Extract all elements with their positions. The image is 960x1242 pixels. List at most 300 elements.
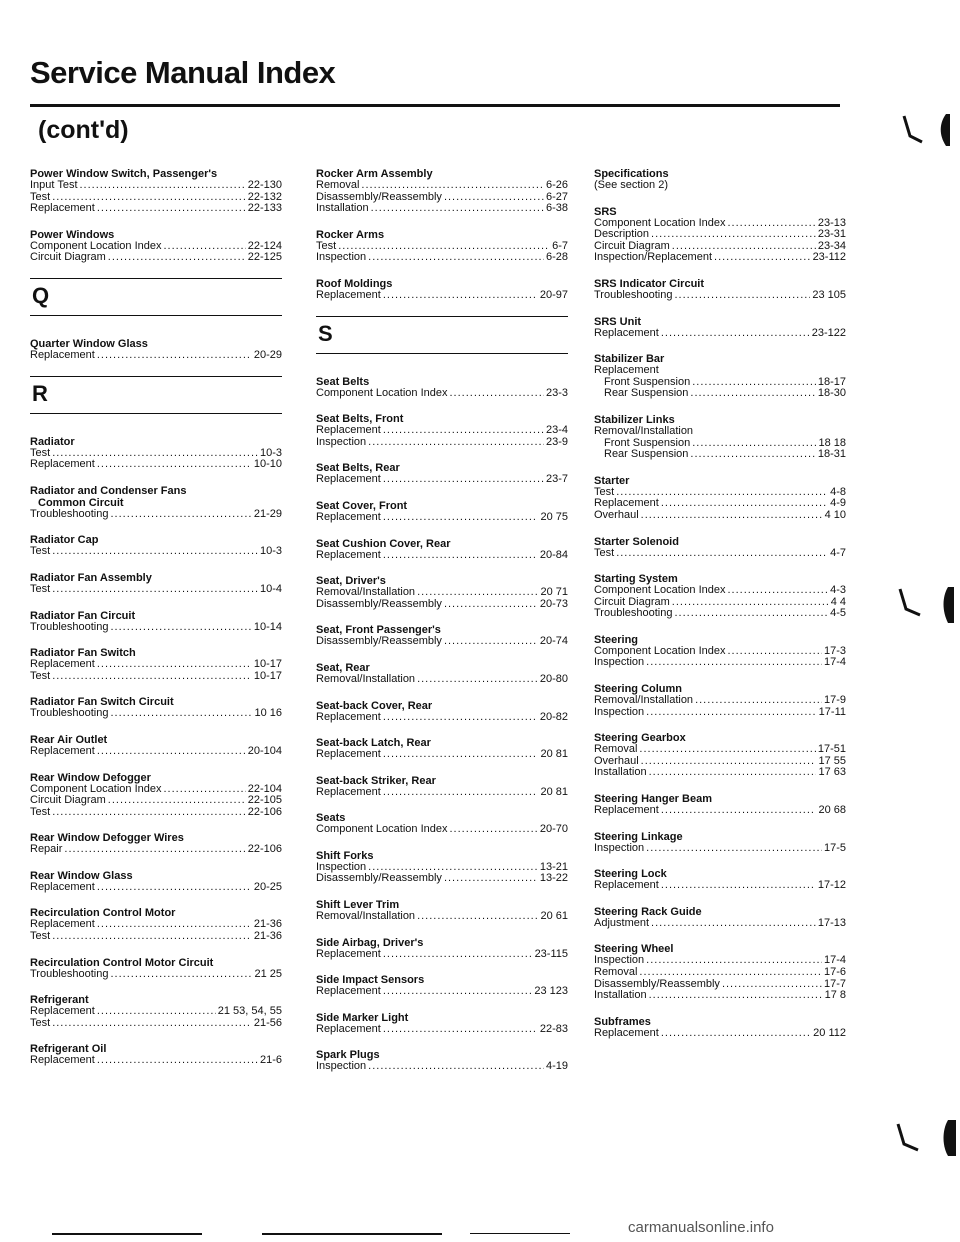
leader-dots (52, 931, 252, 943)
leader-dots (97, 919, 252, 931)
item-label: Test (30, 446, 51, 459)
page-number: 4-3 (830, 584, 846, 597)
entry-heading: Quarter Window Glass (30, 337, 148, 350)
entry-item (30, 1055, 282, 1067)
leader-dots (444, 599, 538, 611)
entry-item (316, 712, 568, 724)
item-label: Replacement (316, 424, 381, 437)
item-label: Troubleshooting (30, 507, 109, 520)
item-label: Disassembly/Reassembly (316, 190, 442, 203)
index-entry (594, 793, 846, 817)
index-entry (30, 338, 282, 362)
item-label: Replacement (316, 288, 381, 301)
entry-heading: Side Marker Light (316, 1011, 409, 1024)
entry-item (30, 622, 282, 634)
leader-dots (616, 548, 828, 560)
page-number: 23 123 (534, 985, 568, 998)
entry-item (594, 252, 846, 264)
leader-dots (383, 749, 539, 761)
leader-dots (110, 509, 251, 521)
entry-item (316, 749, 568, 761)
item-label: Inspection (594, 954, 645, 967)
page-number: 4-19 (545, 1060, 568, 1073)
entry-item (316, 824, 568, 836)
page-number: 17-6 (823, 966, 846, 978)
entry-heading: Specifications (594, 168, 669, 180)
entry-item (30, 350, 282, 362)
leader-dots (661, 880, 816, 892)
item-label: Inspection (316, 435, 367, 448)
footer-rule (52, 1233, 202, 1235)
item-label: Replacement (316, 510, 381, 523)
entry-heading: Stabilizer Bar (594, 353, 665, 366)
page-number: 17-12 (817, 879, 846, 892)
item-label: Replacement (316, 710, 381, 723)
entry-heading: Seat-back Striker, Rear (316, 774, 436, 787)
entry-item (30, 509, 282, 521)
page-number: 10-4 (259, 582, 282, 595)
entry-heading: Shift Lever Trim (316, 899, 400, 912)
page-number: 22-104 (247, 782, 282, 795)
item-label: Replacement (594, 364, 659, 377)
index-column-2 (316, 168, 568, 1087)
item-label: Component Location Index (594, 644, 726, 657)
leader-dots (383, 712, 538, 724)
entry-heading: Side Airbag, Driver's (316, 936, 424, 949)
page-number: 10-3 (259, 446, 282, 459)
leader-dots (727, 585, 828, 597)
entry-item (316, 290, 568, 302)
leader-dots (64, 844, 245, 856)
leader-dots (722, 979, 822, 991)
page-number: 20-70 (539, 823, 568, 836)
leader-dots (651, 229, 816, 241)
entry-item (30, 546, 282, 558)
page-number: 17-13 (817, 916, 846, 929)
leader-dots (338, 241, 550, 253)
page-number: 6-38 (545, 202, 568, 215)
index-entry (594, 831, 846, 855)
leader-dots (727, 218, 815, 230)
item-label: Installation (594, 766, 647, 779)
item-label: Inspection (594, 705, 645, 718)
index-entry (316, 624, 568, 648)
entry-item (594, 328, 846, 340)
item-label: Replacement (30, 1054, 95, 1067)
leader-dots (383, 787, 539, 799)
item-label: Inspection (316, 1060, 367, 1073)
item-label: Circuit Diagram (30, 794, 106, 807)
entry-heading: Steering Gearbox (594, 732, 686, 745)
index-entry (594, 906, 846, 930)
leader-dots (383, 290, 538, 302)
item-label: Disassembly/Reassembly (594, 977, 720, 990)
entry-heading: Starting System (594, 573, 678, 586)
page-number: 20-73 (539, 597, 568, 610)
index-entry (594, 206, 846, 264)
page-number: 17-4 (823, 954, 846, 967)
leader-dots (641, 756, 817, 768)
item-label: Removal/Installation (316, 586, 416, 599)
leader-dots (368, 252, 544, 264)
item-label: Circuit Diagram (594, 239, 670, 252)
leader-dots (368, 437, 544, 449)
leader-dots (383, 949, 533, 961)
entry-item (594, 180, 846, 192)
entry-heading: Seat-back Latch, Rear (316, 737, 431, 750)
index-entry (316, 662, 568, 686)
page-number: 17-7 (823, 977, 846, 990)
item-label: Removal (594, 743, 638, 756)
item-label: Overhaul (594, 754, 639, 767)
leader-dots (449, 824, 537, 836)
item-label: Replacement (316, 748, 381, 761)
entry-heading: Steering Linkage (594, 830, 683, 843)
index-entry (30, 870, 282, 894)
leader-dots (417, 587, 538, 599)
index-entry (316, 700, 568, 724)
entry-item (316, 550, 568, 562)
index-entry (30, 957, 282, 981)
item-label: Replacement (30, 458, 95, 471)
entry-heading: Refrigerant Oil (30, 1043, 107, 1056)
item-label: Component Location Index (30, 782, 162, 795)
index-entry (594, 732, 846, 779)
item-label: Replacement (30, 918, 95, 931)
item-label: Rear Suspension (604, 448, 689, 461)
footer-rule (262, 1233, 442, 1235)
footer-rule (470, 1233, 570, 1234)
entry-item (594, 365, 846, 377)
entry-item (316, 599, 568, 611)
entry-item (30, 844, 282, 856)
page-number: 22-132 (247, 190, 282, 203)
item-label: Removal (594, 966, 638, 978)
page-number: 20-82 (539, 710, 568, 723)
entry-heading: Common Circuit (38, 496, 124, 509)
index-entry (316, 500, 568, 524)
index-entry (30, 734, 282, 758)
leader-dots (383, 986, 533, 998)
section-divider (316, 316, 568, 354)
page-number: 20 112 (813, 1026, 846, 1039)
entry-item (316, 949, 568, 961)
item-label: Disassembly/Reassembly (316, 635, 442, 648)
entry-item (30, 746, 282, 758)
entry-item (594, 657, 846, 669)
leader-dots (163, 241, 245, 253)
entry-heading: Seat, Rear (316, 661, 370, 674)
page-number: 10-17 (253, 658, 282, 671)
page-number: 22-83 (539, 1022, 568, 1035)
leader-dots (110, 969, 252, 981)
page-number: 10-10 (253, 458, 282, 471)
entry-item (594, 707, 846, 719)
leader-dots (649, 990, 823, 1002)
entry-item (316, 437, 568, 449)
item-label: Replacement (316, 985, 381, 998)
entry-item (316, 911, 568, 923)
item-label: Troubleshooting (30, 707, 109, 720)
entry-heading: Steering (594, 633, 639, 646)
entry-item (30, 252, 282, 264)
index-entry (594, 475, 846, 522)
page-number: 23-7 (545, 473, 568, 486)
page-number: 17 63 (818, 766, 846, 779)
entry-item (30, 671, 282, 683)
item-label: Test (30, 1016, 51, 1029)
leader-dots (646, 955, 822, 967)
entry-heading: Seat Belts (316, 375, 370, 388)
index-entry (594, 316, 846, 340)
page-number: 17-4 (823, 656, 846, 669)
leader-dots (52, 584, 258, 596)
index-entry (30, 485, 282, 521)
leader-dots (110, 622, 251, 634)
page-number: 10-3 (259, 545, 282, 558)
index-entry (316, 413, 568, 448)
leader-dots (727, 646, 821, 658)
entry-heading: Seat Belts, Rear (316, 462, 400, 475)
page-number: 4-8 (830, 485, 846, 498)
item-label: Disassembly/Reassembly (316, 872, 442, 885)
page-number: 23-115 (534, 947, 568, 960)
leader-dots (52, 1018, 252, 1030)
index-entry (316, 278, 568, 302)
entry-item (594, 449, 846, 461)
page-number: 10-17 (253, 669, 282, 682)
item-label: Test (30, 805, 51, 818)
item-label: Test (594, 546, 615, 559)
item-label: Removal/Installation (594, 694, 694, 707)
entry-item (316, 587, 568, 599)
index-entry (30, 1043, 282, 1067)
entry-heading: Seat, Front Passenger's (316, 624, 441, 637)
entry-item (30, 708, 282, 720)
leader-dots (674, 290, 810, 302)
entry-heading: SRS Indicator Circuit (594, 277, 705, 290)
page-number: 4-9 (830, 497, 846, 510)
item-label: Replacement (316, 1022, 381, 1035)
section-divider (30, 278, 282, 316)
entry-item (30, 931, 282, 943)
entry-item (30, 459, 282, 471)
item-label: Component Location Index (316, 823, 448, 836)
entry-heading: Steering Hanger Beam (594, 793, 712, 806)
entry-heading: Stabilizer Links (594, 413, 675, 426)
entry-heading: Seat, Driver's (316, 575, 386, 588)
index-entry (594, 943, 846, 1001)
leader-dots (97, 1055, 258, 1067)
page-number: 6-27 (545, 190, 568, 203)
entry-item (316, 1061, 568, 1073)
item-label: Component Location Index (594, 584, 726, 597)
item-label: Test (30, 582, 51, 595)
page-number: 4 4 (830, 595, 846, 608)
leader-dots (692, 438, 816, 450)
entry-item (594, 990, 846, 1002)
page-number: 20 75 (540, 510, 568, 523)
entry-item (594, 767, 846, 779)
entry-heading: SRS (594, 205, 617, 218)
page-number: 22-106 (247, 843, 282, 856)
entry-item (594, 426, 846, 438)
page-number: 23-31 (817, 228, 846, 241)
item-label: Installation (316, 202, 369, 215)
index-entry (30, 696, 282, 720)
entry-heading: Starter Solenoid (594, 535, 679, 548)
entry-heading: SRS Unit (594, 315, 642, 328)
entry-heading: Side Impact Sensors (316, 974, 425, 987)
page-number: 6-26 (545, 179, 568, 191)
leader-dots (417, 674, 538, 686)
page-number: 20-84 (539, 548, 568, 561)
item-label: Removal/Installation (316, 910, 416, 923)
index-entry (316, 775, 568, 799)
index-entry (316, 737, 568, 761)
entry-item (30, 659, 282, 671)
index-entry (316, 575, 568, 610)
item-label: Inspection (594, 656, 645, 669)
page-number: 13-21 (539, 860, 568, 873)
page-number: 13-22 (539, 872, 568, 885)
page-number: 10 16 (254, 707, 282, 720)
leader-dots (695, 695, 822, 707)
leader-dots (449, 388, 543, 400)
index-entry (316, 974, 568, 998)
entry-item (594, 880, 846, 892)
entry-heading: Radiator Fan Switch Circuit (30, 696, 174, 709)
leader-dots (649, 767, 817, 779)
leader-dots (97, 459, 252, 471)
page-number: 23 105 (812, 288, 846, 301)
leader-dots (52, 546, 258, 558)
page-number: 21-29 (253, 507, 282, 520)
entry-item (316, 873, 568, 885)
index-entry (30, 572, 282, 596)
item-label: Replacement (594, 326, 659, 339)
page-number: 18-31 (817, 448, 846, 461)
entry-item (594, 805, 846, 817)
entry-heading: Rear Window Defogger Wires (30, 832, 184, 845)
entry-item (30, 882, 282, 894)
entry-item (594, 1028, 846, 1040)
leader-dots (361, 180, 544, 192)
entry-heading: Rear Window Defogger (30, 771, 151, 784)
page-number: 23-9 (545, 435, 568, 448)
page-number: 10-14 (253, 620, 282, 633)
page-number: 20 81 (540, 785, 568, 798)
page-number: 20 81 (540, 748, 568, 761)
item-label: Overhaul (594, 508, 639, 521)
item-label: Replacement (594, 497, 659, 510)
leader-dots (714, 252, 811, 264)
item-label: Replacement (316, 785, 381, 798)
leader-dots (661, 805, 817, 817)
section-letter: S (318, 320, 333, 346)
entry-item (594, 918, 846, 930)
entry-heading: Rear Air Outlet (30, 733, 108, 746)
index-entry (316, 229, 568, 264)
title-rule (30, 104, 840, 107)
item-label: Adjustment (594, 916, 650, 929)
index-column-1 (30, 168, 282, 1081)
item-label: Inspection (316, 251, 367, 264)
entry-item (316, 787, 568, 799)
index-entry (30, 534, 282, 558)
section-rule (316, 353, 568, 354)
leader-dots (641, 510, 823, 522)
page-number: 23-4 (545, 424, 568, 437)
page-number: 17-11 (818, 705, 846, 718)
page-number: 22-125 (247, 251, 282, 264)
entry-item (316, 986, 568, 998)
page-number: 21 53, 54, 55 (217, 1005, 282, 1018)
section-letter: R (32, 380, 48, 406)
leader-dots (52, 807, 246, 819)
item-label: Component Location Index (316, 386, 448, 399)
entry-item (594, 695, 846, 707)
leader-dots (661, 498, 828, 510)
page-number: 21-6 (259, 1054, 282, 1067)
page-number: 21 25 (254, 967, 282, 980)
item-label: (See section 2) (594, 179, 668, 191)
entry-heading: Seat-back Cover, Rear (316, 699, 433, 712)
item-label: Repair (30, 843, 63, 856)
edge-tab-mark-icon (896, 1118, 958, 1158)
entry-heading: Steering Wheel (594, 943, 674, 956)
leader-dots (690, 449, 815, 461)
page-subtitle: (cont'd) (38, 116, 129, 144)
index-entry (30, 229, 282, 264)
index-entry (316, 376, 568, 400)
item-label: Inspection (594, 841, 645, 854)
index-entry (594, 868, 846, 892)
leader-dots (646, 707, 817, 719)
page-number: 21-36 (253, 918, 282, 931)
entry-item (594, 843, 846, 855)
index-entry (594, 278, 846, 302)
item-label: Removal/Installation (594, 424, 694, 437)
index-entry (594, 536, 846, 560)
item-label: Troubleshooting (30, 620, 109, 633)
page-number: 21-56 (253, 1016, 282, 1029)
page-number: 22-130 (247, 179, 282, 191)
entry-heading: Rocker Arm Assembly (316, 168, 433, 180)
item-label: Removal (316, 179, 360, 191)
page-number: 6-28 (545, 251, 568, 264)
page-title: Service Manual Index (30, 55, 336, 90)
entry-heading: Power Window Switch, Passenger's (30, 168, 218, 180)
item-label: Input Test (30, 179, 78, 191)
page-number: 21-36 (253, 930, 282, 943)
entry-item (594, 608, 846, 620)
index-entry (30, 647, 282, 682)
entry-item (316, 252, 568, 264)
leader-dots (368, 1061, 544, 1073)
index-entry (594, 353, 846, 400)
leader-dots (97, 203, 246, 215)
index-entry (30, 994, 282, 1029)
page-number: 4-5 (830, 607, 846, 620)
page-number: 18 18 (818, 436, 846, 449)
entry-item (316, 636, 568, 648)
item-label: Component Location Index (30, 239, 162, 252)
item-label: Description (594, 228, 650, 241)
page-number: 22-105 (247, 794, 282, 807)
entry-item (316, 1024, 568, 1036)
entry-heading: Radiator (30, 435, 75, 448)
